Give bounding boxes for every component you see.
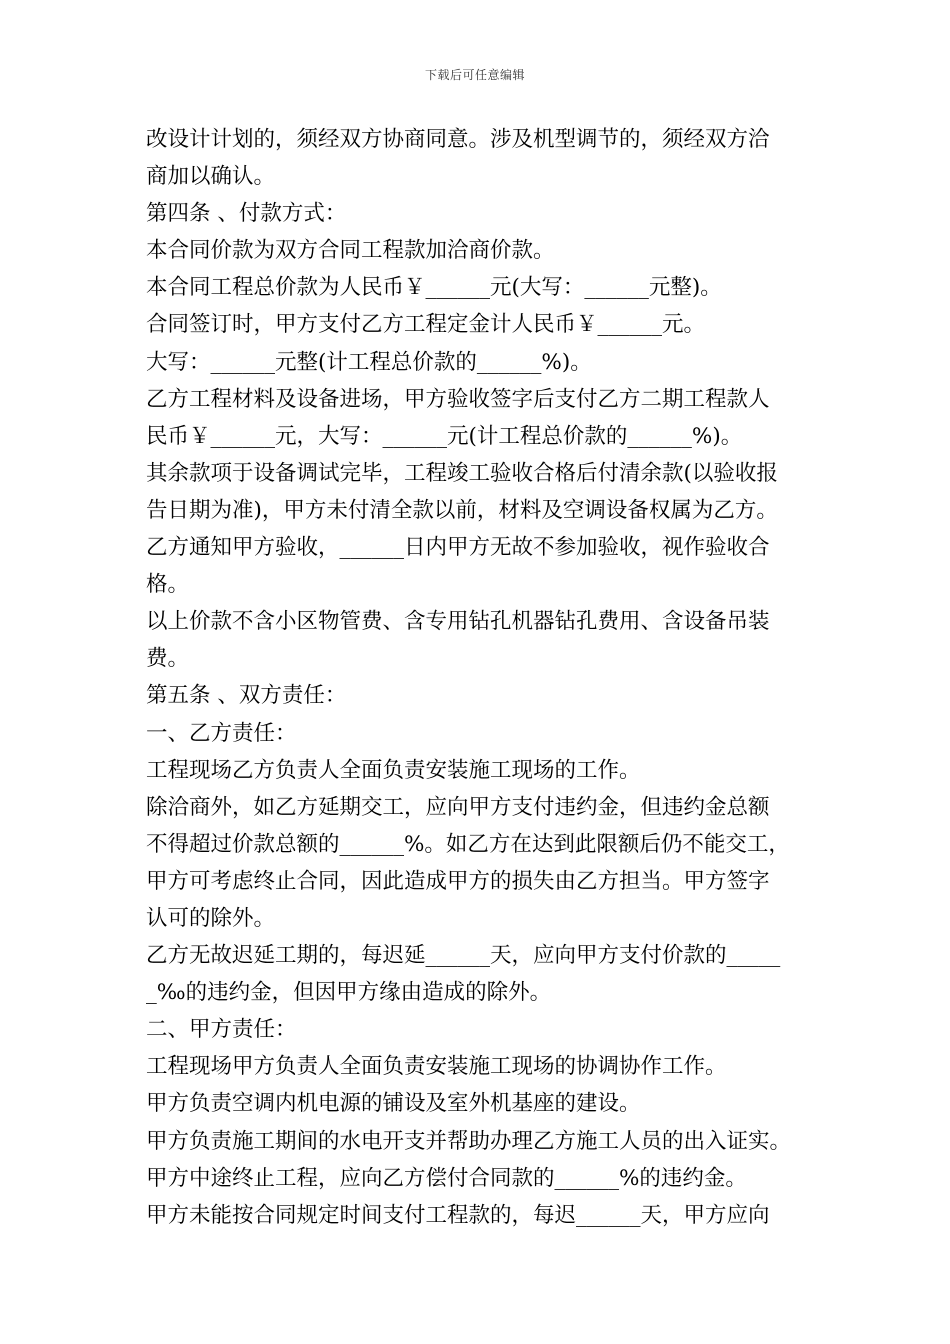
text-line: 本合同工程总价款为人民币￥______元(大写：______元整)。 xyxy=(146,275,722,301)
text-line: 乙方无故迟延工期的，每迟延______天，应向甲方支付价款的_____ xyxy=(146,943,781,969)
text-line: 乙方工程材料及设备进场，甲方验收签字后支付乙方二期工程款人 xyxy=(146,386,770,412)
text-line: 甲方可考虑终止合同，因此造成甲方的损失由乙方担当。甲方签字 xyxy=(146,868,770,894)
document-body xyxy=(146,121,810,1234)
text-line: 商加以确认。 xyxy=(146,164,276,190)
text-line: 不得超过价款总额的______%。如乙方在达到此限额后仍不能交工， xyxy=(146,831,790,857)
text-line: 本合同价款为双方合同工程款加洽商价款。 xyxy=(146,238,555,264)
text-line: 改设计计划的，须经双方协商同意。涉及机型调节的，须经双方洽 xyxy=(146,127,770,152)
text-line: 费。 xyxy=(146,646,190,672)
text-line: 大写：______元整(计工程总价款的______%)。 xyxy=(146,349,592,375)
subsection-heading: 二、甲方责任： xyxy=(146,1017,297,1043)
text-line: 民币￥______元，大写：______元(计工程总价款的______%)。 xyxy=(146,423,743,449)
text-line: _‰的违约金，但因甲方缘由造成的除外。 xyxy=(146,980,552,1006)
text-line: 合同签订时，甲方支付乙方工程定金计人民币￥______元。 xyxy=(146,312,706,338)
text-line: 甲方未能按合同规定时间支付工程款的，每迟______天，甲方应向 xyxy=(146,1202,770,1228)
text-line: 工程现场甲方负责人全面负责安装施工现场的协调协作工作。 xyxy=(146,1054,727,1080)
subsection-heading: 一、乙方责任： xyxy=(146,720,297,746)
text-line: 其余款项于设备调试完毕，工程竣工验收合格后付清余款(以验收报 xyxy=(146,460,778,486)
text-line: 甲方负责施工期间的水电开支并帮助办理乙方施工人员的出入证实。 xyxy=(146,1128,792,1154)
text-line: 工程现场乙方负责人全面负责安装施工现场的工作。 xyxy=(146,757,641,783)
text-line: 认可的除外。 xyxy=(146,905,276,931)
section-heading: 第五条 、双方责任： xyxy=(146,683,347,709)
text-line: 格。 xyxy=(146,572,190,598)
text-line: 甲方中途终止工程，应向乙方偿付合同款的______%的违约金。 xyxy=(146,1165,747,1191)
text-line: 除洽商外，如乙方延期交工，应向甲方支付违约金，但违约金总额 xyxy=(146,794,770,820)
page-header: 下载后可任意编辑 xyxy=(424,68,525,82)
text-line: 乙方通知甲方验收，______日内甲方无故不参加验收，视作验收合 xyxy=(146,535,770,561)
text-line: 甲方负责空调内机电源的铺设及室外机基座的建设。 xyxy=(146,1091,641,1117)
text-line: 告日期为准)，甲方未付清全款以前，材料及空调设备权属为乙方。 xyxy=(146,497,778,523)
text-line: 以上价款不含小区物管费、含专用钻孔机器钻孔费用、含设备吊装 xyxy=(146,609,770,635)
section-heading: 第四条 、付款方式： xyxy=(146,201,347,227)
